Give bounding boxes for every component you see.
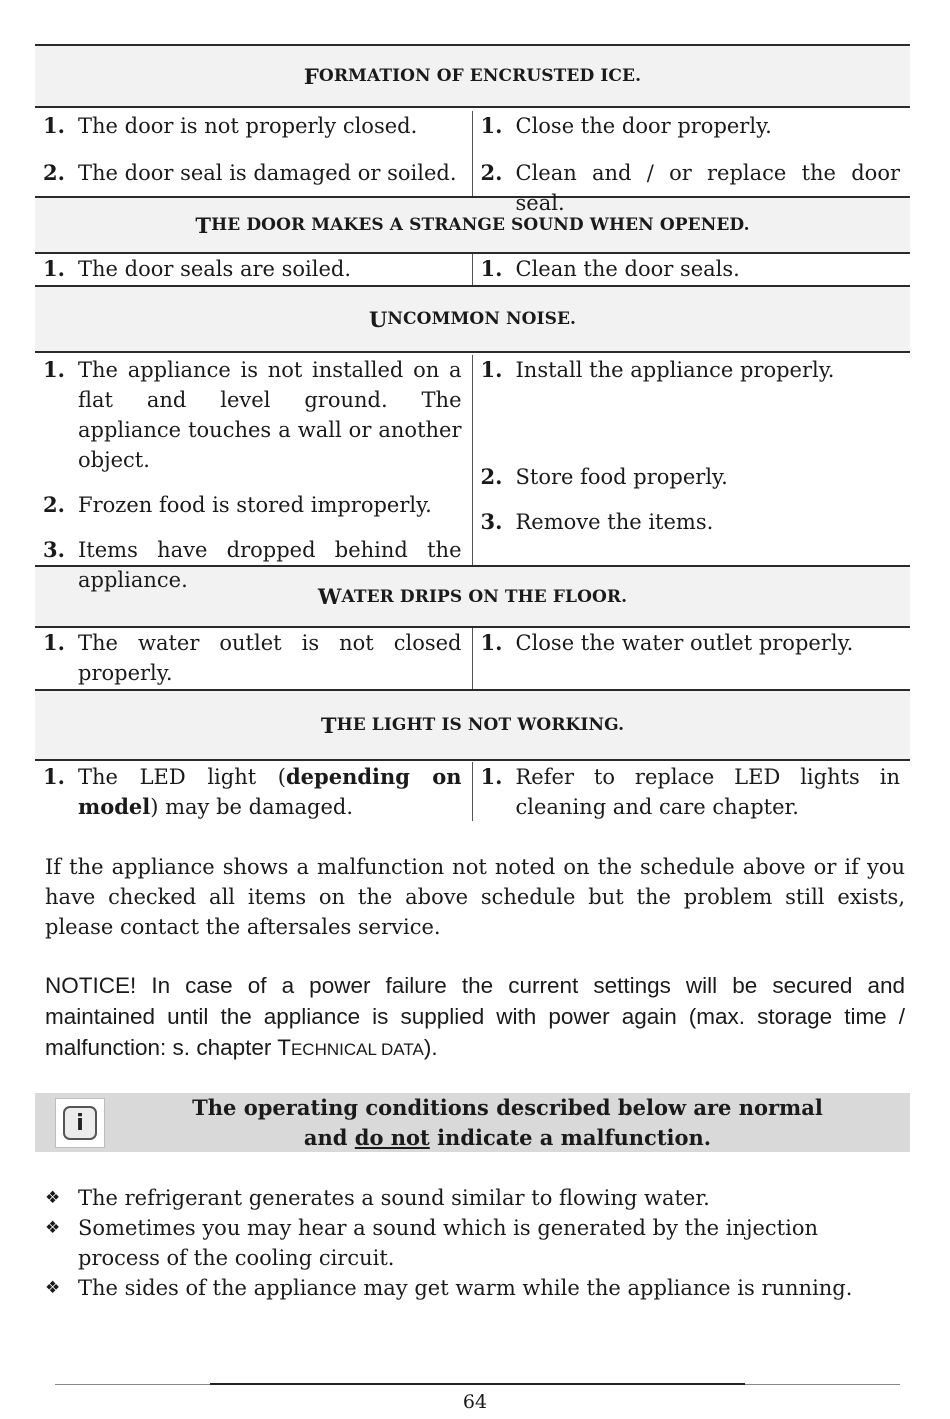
remedy-item: 1. Clean the door seals. <box>480 256 740 281</box>
remedies-column <box>473 111 911 215</box>
section-heading: W ATER DRIPS ON THE FLOOR. <box>35 565 910 628</box>
section-heading: T HE LIGHT IS NOT WORKING. <box>35 689 910 761</box>
section-heading: F ORMATION OF ENCRUSTED ICE. <box>35 44 910 108</box>
causes-column <box>35 355 473 592</box>
section-heading: T HE DOOR MAKES A STRANGE SOUND WHEN OPENED. <box>35 196 910 254</box>
remedies-column <box>473 254 911 285</box>
list-item: ❖ The refrigerant generates a sound similar to flowing water. <box>45 1183 905 1213</box>
info-box <box>35 1093 910 1152</box>
remedy-item: 1. Install the appliance properly. <box>480 357 835 382</box>
causes-column <box>35 762 473 821</box>
remedy-item: 3. Remove the items. <box>480 509 714 534</box>
cause-item: 2. Frozen food is stored improperly. <box>43 492 432 517</box>
section-rows <box>35 353 910 592</box>
page-number: 64 <box>462 1391 488 1413</box>
section-rows <box>35 254 910 285</box>
section-rows <box>35 108 910 215</box>
causes-column <box>35 254 473 285</box>
cause-item: 1. The LED light (depending on model) may be damaged. <box>43 764 462 819</box>
section-heading: U NCOMMON NOISE. <box>35 285 910 353</box>
footer-rule-accent <box>210 1383 745 1385</box>
normal-conditions-list <box>45 1183 905 1303</box>
causes-column <box>35 628 473 689</box>
list-item: ❖ The sides of the appliance may get warm while the appliance is running. <box>45 1273 905 1303</box>
aftersales-paragraph: If the appliance shows a malfunction not noted on the schedule above or if you have checked all items on the above schedule but the problem still exists, please contact the aftersales service. <box>45 855 905 939</box>
remedies-column <box>473 628 911 689</box>
diamond-bullet-icon: ❖ <box>45 1188 61 1208</box>
info-message: The operating conditions described below are normal and do not indicate a malfunction. <box>192 1095 823 1150</box>
cause-item: 2. The door seal is damaged or soiled. <box>43 160 457 185</box>
cause-item: 1. The water outlet is not closed properly. <box>43 630 462 685</box>
troubleshooting-table <box>35 44 910 821</box>
power-failure-notice: NOTICE! In case of a power failure the current settings will be secured and maintained until the appliance is supplied with power again (max. storage time / malfunction: s. chapter TECHNICAL DATA). <box>45 973 905 1060</box>
notice-label: NOTICE! <box>45 973 137 998</box>
cause-item: 1. The door is not properly closed. <box>43 113 418 138</box>
remedy-item: 2. Store food properly. <box>480 464 728 489</box>
section-rows <box>35 628 910 689</box>
remedy-item: 2. Clean and / or replace the door seal. <box>480 160 900 215</box>
list-item: ❖ Sometimes you may hear a sound which is generated by the injection process of the cooling circuit. <box>45 1213 905 1273</box>
remedies-column <box>473 355 911 565</box>
info-icon: i <box>55 1098 105 1148</box>
section-rows <box>35 761 910 821</box>
remedy-item: 1. Refer to replace LED lights in cleaning and care chapter. <box>480 764 900 819</box>
cause-item: 1. The door seals are soiled. <box>43 256 352 281</box>
diamond-bullet-icon: ❖ <box>45 1218 61 1238</box>
diamond-bullet-icon: ❖ <box>45 1278 61 1298</box>
remedies-column <box>473 762 911 821</box>
causes-column <box>35 111 473 196</box>
remedy-item: 1. Close the water outlet properly. <box>480 630 854 655</box>
cause-item: 3. Items have dropped behind the appliance. <box>43 537 462 592</box>
cause-item: 1. The appliance is not installed on a flat and level ground. The appliance touches a wall or another object. <box>43 357 462 472</box>
remedy-item: 1. Close the door properly. <box>480 113 772 138</box>
